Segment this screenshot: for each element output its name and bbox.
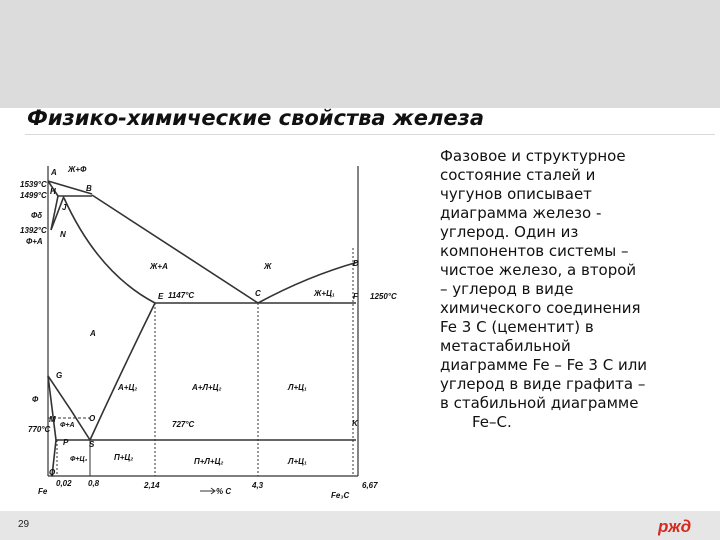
x-label-667: 6,67: [362, 481, 378, 490]
description-text: [440, 147, 683, 432]
point-s: S: [89, 440, 95, 449]
phase-liquid-ferrite: Ж+Ф: [68, 165, 87, 174]
x-label-43: 4,3: [252, 481, 264, 490]
point-k: K: [352, 419, 358, 428]
liquidus-cd: [258, 262, 358, 303]
liquidus-bc: [92, 195, 258, 303]
description-line: Fe 3 C (цементит) в: [440, 318, 594, 336]
phase-p-l-c2: П+Л+Ц₂: [194, 457, 224, 466]
point-c: C: [255, 289, 261, 298]
iron-carbon-phase-diagram: [18, 158, 398, 503]
x-label-08: 0,8: [88, 479, 100, 488]
solidus-je: [64, 198, 155, 303]
description-line: чугунов описывает: [440, 185, 592, 203]
footer-band: [0, 511, 720, 540]
point-m: M: [49, 415, 56, 424]
point-q: Q: [49, 468, 56, 477]
temp-1250: 1250°C: [370, 292, 397, 301]
phase-ferrite: Ф: [32, 395, 39, 404]
description-line: диаграмма железо -: [440, 204, 602, 222]
point-f: F: [353, 292, 358, 301]
slide-title: Физико-химические свойства железа: [27, 106, 485, 130]
point-b: B: [86, 184, 92, 193]
phase-p-c2: П+Ц₂: [114, 453, 134, 462]
description-line: в стабильной диаграмме: [440, 394, 639, 412]
x-label-fe: Fe: [38, 487, 48, 496]
point-a: A: [51, 168, 57, 177]
point-h: H: [50, 187, 56, 196]
description-line: Fe–C.: [472, 413, 512, 431]
phase-ferrite-austenite-lower: Ф+А: [60, 422, 75, 429]
description-line: компонентов системы –: [440, 242, 629, 260]
point-o: O: [89, 414, 96, 423]
description-line: состояние сталей и: [440, 166, 596, 184]
phase-liquid-cementite: Ж+Ц₁: [314, 289, 335, 298]
description-line: метастабильной: [440, 337, 571, 355]
point-d: D: [353, 259, 359, 268]
description-line: чистое железо, а второй: [440, 261, 637, 279]
line-es: [90, 303, 155, 440]
x-label-fe3c: Fe₃C: [331, 491, 350, 500]
phase-a-l-c2: А+Л+Ц₂: [192, 383, 222, 392]
point-n: N: [60, 230, 66, 239]
temp-770: 770°C: [28, 425, 51, 434]
title-divider: [25, 134, 715, 135]
temp-1147: 1147°C: [168, 291, 195, 300]
rzd-logo: [658, 516, 704, 536]
x-axis-arrow: [200, 488, 215, 494]
x-label-pct-c: % C: [216, 487, 232, 496]
description-line: диаграмме Fe – Fe 3 C или: [440, 356, 648, 374]
point-g: G: [56, 371, 63, 380]
description-line: – углерод в виде: [440, 280, 574, 298]
phase-liquid-austenite: Ж+А: [150, 262, 168, 271]
point-p: P: [63, 438, 69, 447]
description-line: Фазовое и структурное: [440, 147, 626, 165]
header-band: [0, 0, 720, 108]
point-e: E: [158, 292, 164, 301]
temp-727: 727°C: [172, 420, 195, 429]
phase-ferrite-cementite3: Ф+Ц₃: [70, 456, 88, 463]
temp-1392: 1392°C: [20, 226, 47, 235]
x-label-214: 2,14: [144, 481, 160, 490]
description-line: химического соединения: [440, 299, 641, 317]
phase-liquid: Ж: [264, 262, 272, 271]
temp-1539: 1539°C: [20, 180, 47, 189]
phase-ferrite-delta: Фδ: [31, 211, 43, 220]
phase-l-c1-lower: Л+Ц₁: [288, 457, 307, 466]
description-line: углерод. Один из: [440, 223, 579, 241]
description-line: углерод в виде графита –: [440, 375, 646, 393]
x-label-002: 0,02: [56, 479, 72, 488]
phase-austenite: А: [90, 329, 96, 338]
phase-ferrite-austenite: Ф+А: [26, 237, 43, 246]
page-number: 29: [18, 519, 30, 530]
point-j: J: [62, 203, 67, 212]
phase-l-c1-upper: Л+Ц₁: [288, 383, 307, 392]
phase-austenite-cementite2: А+Ц₂: [118, 383, 138, 392]
temp-1499: 1499°C: [20, 191, 47, 200]
rzd-logo-text: ржд: [658, 517, 692, 536]
